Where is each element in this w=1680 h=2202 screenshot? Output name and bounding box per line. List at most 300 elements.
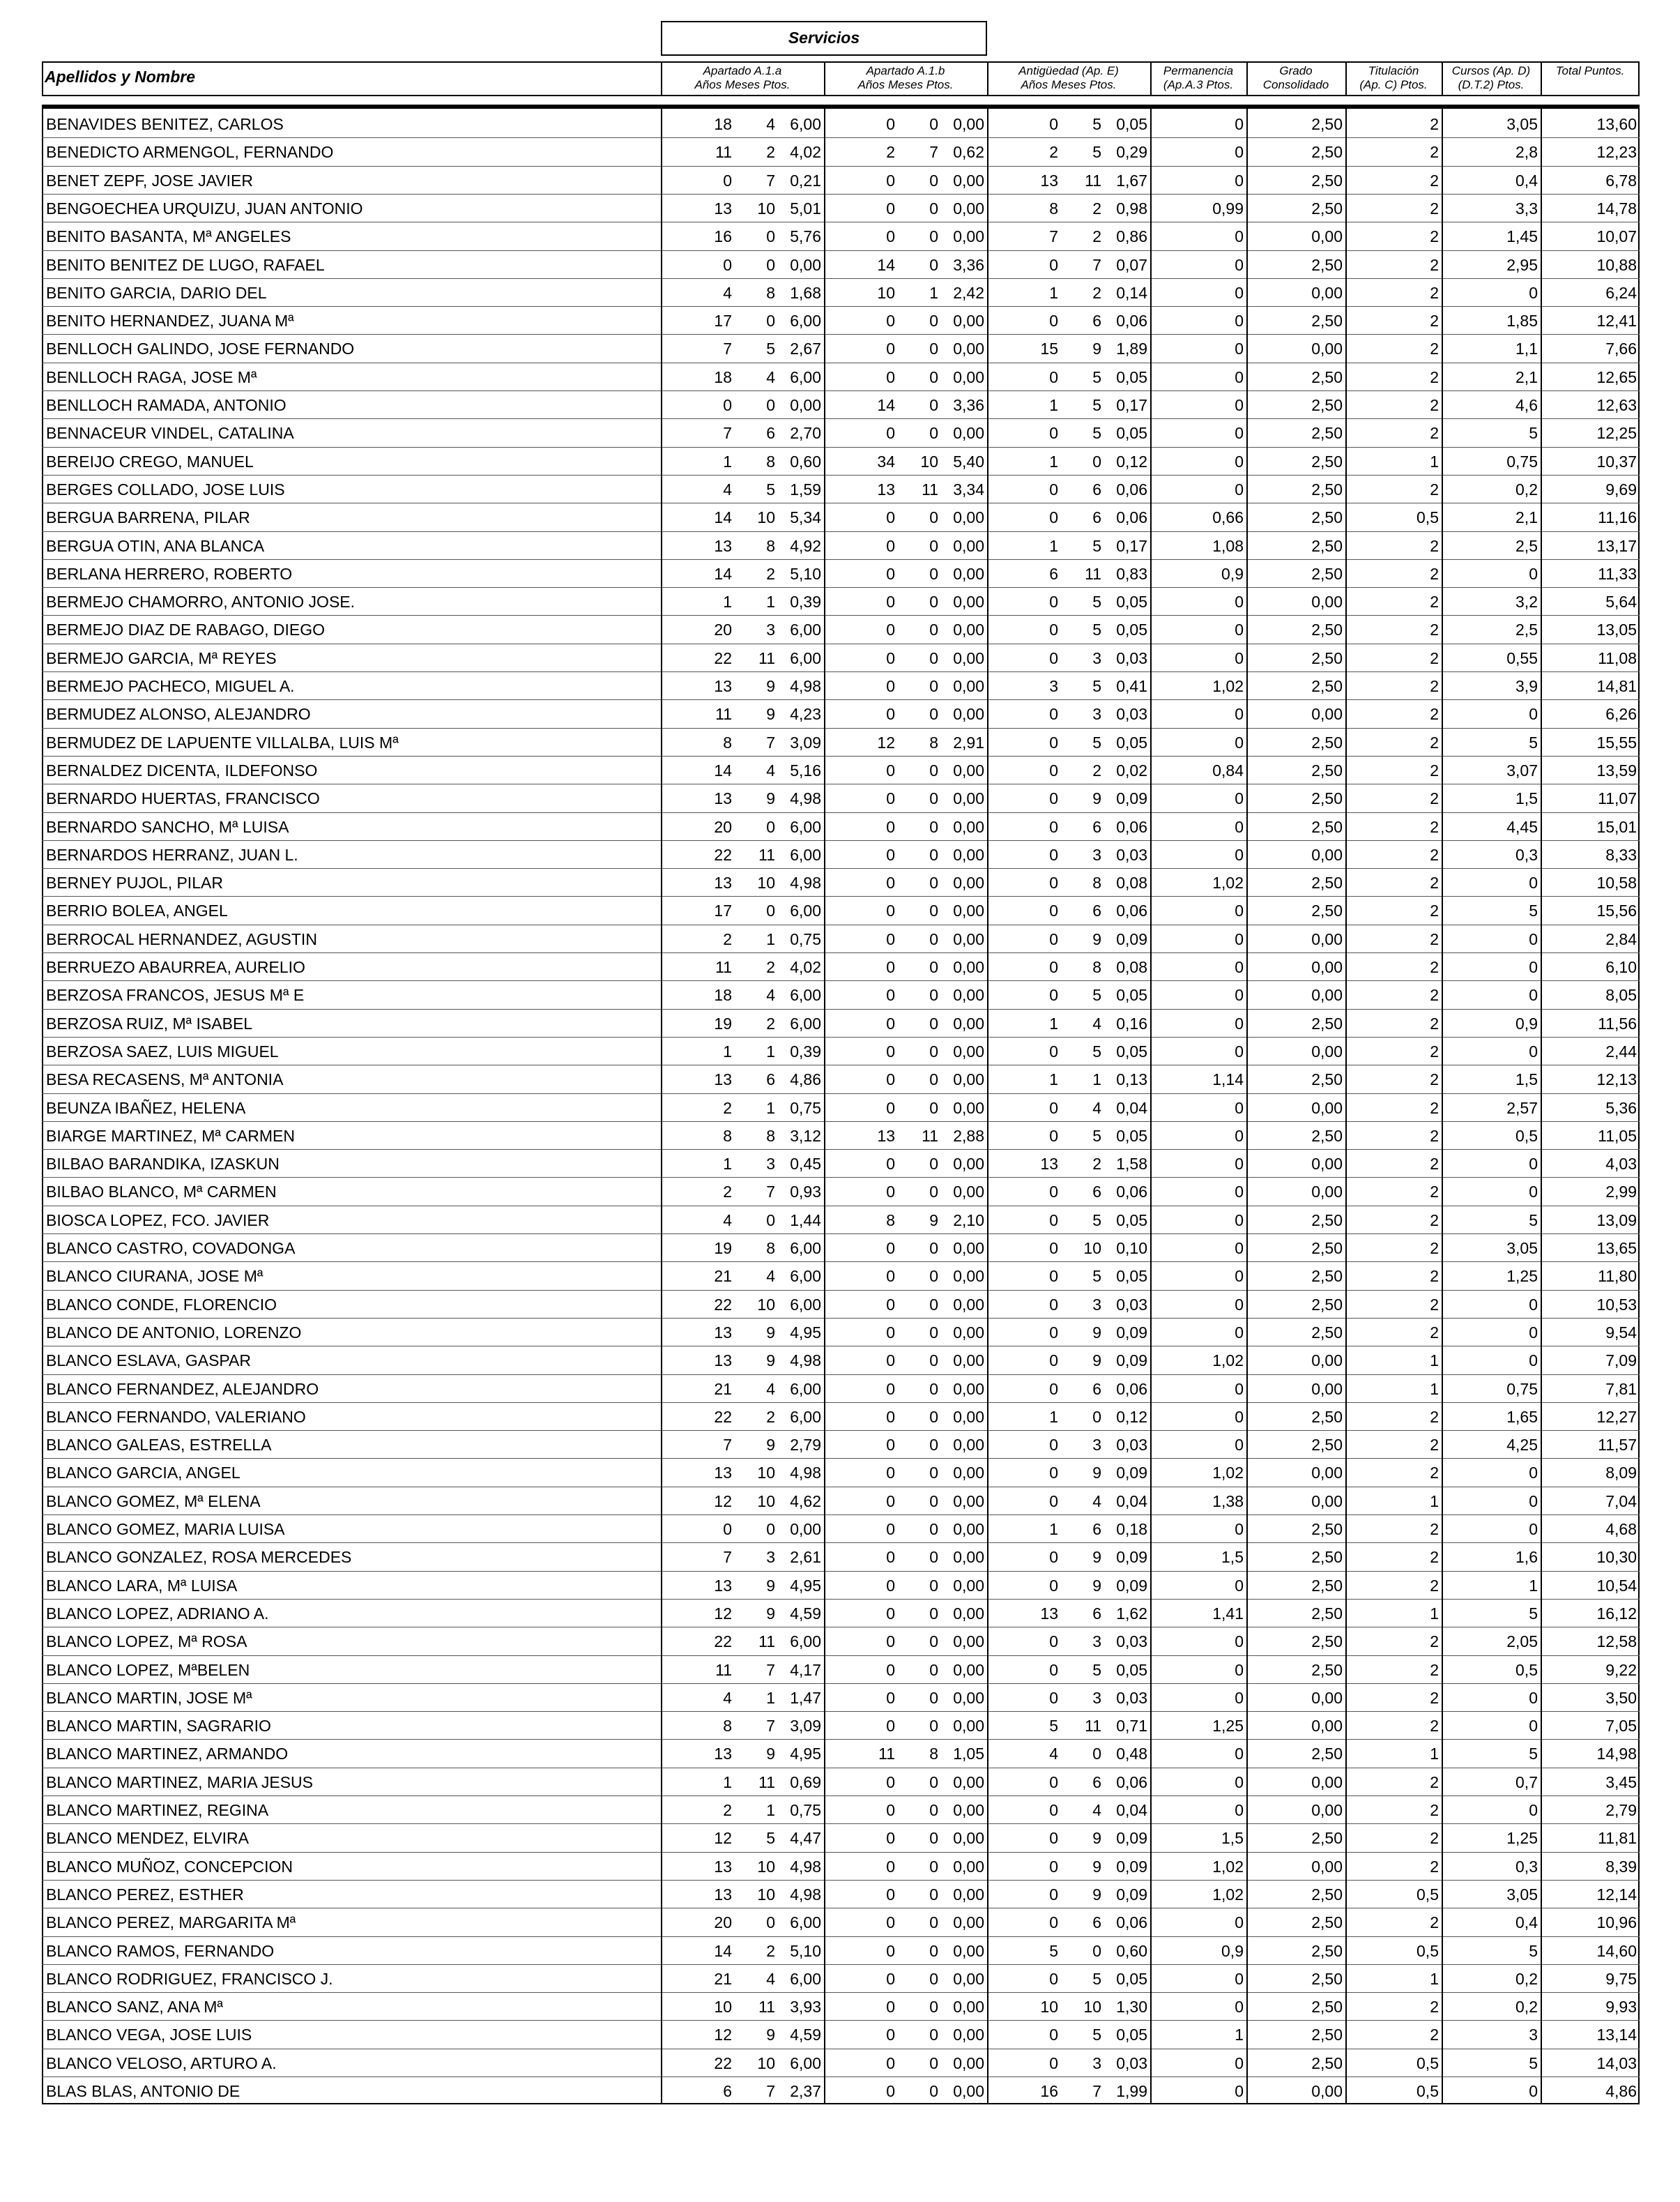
row-value: 1 [723,1772,732,1791]
row-value: 2 [1092,761,1101,780]
row-value: 0 [886,1407,895,1426]
row-value: 14 [714,508,732,527]
row-value: 0,00 [953,817,984,836]
row-value: 0 [1235,480,1244,499]
row-value: 0 [1049,1632,1058,1651]
row-value: 13 [714,1464,732,1482]
row-value: 0 [886,2026,895,2044]
row-value: 0,39 [790,1042,821,1061]
row-value: 11 [715,143,732,162]
row-value: 5 [1529,424,1538,443]
row-value: 0 [886,1604,895,1623]
row-value: 1,45 [1506,227,1538,246]
row-value: 0 [1049,1323,1058,1342]
row-value: 0,00 [1311,283,1343,302]
row-value: 0 [1235,958,1244,976]
row-value: 5 [1092,593,1101,612]
row-value: 12,25 [1596,424,1637,443]
row-value: 2 [1430,902,1439,920]
row-value: 20 [714,621,732,639]
row-value: 0 [886,1801,895,1819]
row-value: 0 [1235,1295,1244,1314]
row-value: 0 [766,817,775,836]
row-value: 0,05 [1116,1126,1147,1145]
row-value: 14 [714,1941,732,1960]
row-value: 2 [1430,1688,1439,1707]
row-value: 0,00 [953,1351,984,1370]
row-value: 1 [1049,283,1058,302]
row-value: 0,05 [1116,424,1147,443]
row-value: 0,09 [1116,929,1147,948]
row-divider [42,896,1640,897]
row-value: 12 [714,2026,732,2044]
row-value: 0 [1049,958,1058,976]
row-value: 0,69 [790,1772,821,1791]
row-value: 0 [929,1351,938,1370]
row-value: 0 [1049,255,1058,274]
row-value: 0 [929,1829,938,1848]
row-value: 0,00 [953,1070,984,1089]
row-value: 0 [886,424,895,443]
column-header-line2: Años Meses Ptos. [694,78,791,91]
row-value: 0 [886,564,895,583]
row-value: 0,00 [1311,1688,1343,1707]
row-value: 2,44 [1605,1042,1637,1061]
row-value: 4,98 [790,874,821,893]
row-value: 1 [1049,1407,1058,1426]
row-value: 0 [1049,1885,1058,1904]
row-value: 2 [1430,958,1439,976]
column-header-line1: Apartado A.1.a [703,64,782,77]
row-value: 0 [886,1632,895,1651]
row-value: 0 [886,789,895,808]
row-value: 22 [714,1407,732,1426]
row-value: 11,08 [1598,648,1637,667]
row-value: 2 [1430,367,1439,386]
row-value: 5 [1529,733,1538,752]
row-value: 2,50 [1311,1070,1343,1089]
row-value: 4,98 [790,1857,821,1876]
row-value: 8 [723,1126,732,1145]
row-value: 17 [714,312,732,331]
row-value: 0,06 [1116,1379,1147,1398]
row-value: 7 [723,340,732,358]
row-name: BERMEJO GARCIA, Mª REYES [46,648,277,667]
row-divider [42,278,1640,279]
row-value: 2,50 [1311,1885,1343,1904]
row-value: 0,06 [1116,508,1147,527]
servicios-group-header [661,21,987,56]
row-name: BERNARDO SANCHO, Mª LUISA [46,817,289,836]
row-value: 6,24 [1605,283,1637,302]
row-value: 4 [766,367,775,386]
row-value: 2,50 [1311,789,1343,808]
row-value: 0 [1092,1407,1101,1426]
row-value: 0 [1235,143,1244,162]
row-value: 0 [1049,1913,1058,1932]
row-value: 0 [1049,648,1058,667]
row-value: 4,98 [790,1464,821,1482]
row-value: 0,00 [1311,929,1343,948]
row-value: 5 [1529,1210,1538,1229]
row-value: 0 [886,1688,895,1707]
row-value: 1 [766,1801,775,1819]
row-value: 0,03 [1116,845,1147,864]
row-value: 0 [929,1407,938,1426]
row-value: 10,07 [1596,227,1637,246]
row-value: 0,21 [790,171,821,190]
row-value: 3,12 [790,1126,821,1145]
row-value: 11 [878,1745,895,1763]
row-value: 0,00 [790,396,821,414]
row-value: 3 [766,1548,775,1567]
row-value: 0 [929,1998,938,2017]
row-name: BENITO GARCIA, DARIO DEL [46,283,267,302]
row-value: 14 [714,564,732,583]
row-value: 0 [929,593,938,612]
row-value: 2,67 [790,340,821,358]
row-value: 2 [1092,227,1101,246]
row-value: 0 [1235,1155,1244,1174]
row-name: BIARGE MARTINEZ, Mª CARMEN [46,1126,295,1145]
row-value: 0 [1235,1576,1244,1595]
row-value: 0,05 [1116,1042,1147,1061]
row-value: 10 [757,199,775,218]
row-value: 9 [766,789,775,808]
row-value: 1,85 [1506,312,1538,331]
row-divider [42,1795,1640,1796]
row-value: 0,06 [1116,1913,1147,1932]
row-value: 3,34 [953,480,984,499]
row-value: 2 [1430,396,1439,414]
row-value: 12,27 [1596,1407,1637,1426]
row-value: 0,62 [953,143,984,162]
row-value: 0 [886,1014,895,1033]
row-value: 2,88 [953,1126,984,1145]
row-value: 0 [886,1436,895,1455]
row-value: 2 [1430,1717,1439,1736]
row-value: 0 [929,1295,938,1314]
row-divider [42,1711,1640,1712]
column-divider [1541,109,1542,2104]
row-value: 0,16 [1116,1014,1147,1033]
row-value: 0,04 [1116,1801,1147,1819]
row-value: 0 [1235,705,1244,724]
row-value: 8 [766,1239,775,1257]
row-value: 0 [1235,1632,1244,1651]
row-value: 0 [766,1913,775,1932]
row-value: 9 [766,705,775,724]
row-value: 9 [766,1604,775,1623]
row-divider [42,1093,1640,1094]
row-value: 2,50 [1311,677,1343,695]
row-value: 9 [1092,1323,1101,1342]
row-value: 0 [929,2053,938,2072]
row-value: 5 [1092,1126,1101,1145]
row-value: 0,00 [953,2053,984,2072]
row-value: 0,09 [1116,1829,1147,1848]
row-value: 0,00 [1311,1491,1343,1510]
row-value: 0,00 [953,1660,984,1679]
row-value: 2 [1430,1183,1439,1201]
row-name: BLANCO MENDEZ, ELVIRA [46,1829,249,1848]
row-value: 0 [929,845,938,864]
row-value: 0,00 [953,761,984,780]
row-value: 5,76 [790,227,821,246]
row-value: 1 [1049,536,1058,555]
row-value: 0,00 [953,508,984,527]
row-value: 0 [1235,789,1244,808]
row-value: 0,04 [1116,1491,1147,1510]
row-value: 0 [1092,1745,1101,1763]
row-value: 13 [714,1857,732,1876]
row-value: 0 [1529,874,1538,893]
row-value: 9 [1092,1829,1101,1848]
row-value: 0 [1235,367,1244,386]
row-value: 7 [1092,255,1101,274]
row-value: 0,00 [953,1801,984,1819]
row-value: 8 [1092,874,1101,893]
row-value: 1,08 [1212,536,1244,555]
row-value: 0 [1235,986,1244,1005]
row-value: 0,00 [1311,1183,1343,1201]
row-value: 1 [1430,1969,1439,1988]
row-value: 1,02 [1212,1857,1244,1876]
row-value: 0,07 [1116,255,1147,274]
row-name: BERMEJO CHAMORRO, ANTONIO JOSE. [46,593,356,612]
row-value: 0 [1235,1801,1244,1819]
row-value: 6,00 [790,1267,821,1286]
row-value: 0 [1049,1183,1058,1201]
row-value: 1,68 [790,283,821,302]
row-value: 0 [1049,874,1058,893]
row-value: 0 [1235,424,1244,443]
row-value: 2 [1092,199,1101,218]
row-value: 0,00 [1311,1098,1343,1117]
row-value: 13,65 [1596,1239,1637,1257]
row-value: 6,00 [790,1295,821,1314]
row-value: 0,00 [953,1969,984,1988]
row-value: 11 [758,1998,775,2017]
row-value: 0 [1049,1267,1058,1286]
row-value: 4,86 [790,1070,821,1089]
row-value: 2,50 [1311,1998,1343,2017]
row-value: 9 [1092,789,1101,808]
row-value: 0,00 [953,1998,984,2017]
row-value: 0 [1049,480,1058,499]
row-value: 0,09 [1116,1857,1147,1876]
row-value: 10 [757,1885,775,1904]
row-value: 4,59 [790,1604,821,1623]
row-value: 9,69 [1605,480,1637,499]
row-value: 9 [766,677,775,695]
row-value: 2,50 [1311,761,1343,780]
row-name: BLANCO GALEAS, ESTRELLA [46,1436,272,1455]
row-value: 6 [1092,508,1101,527]
row-value: 0,75 [790,1098,821,1117]
row-value: 3,07 [1506,761,1538,780]
row-value: 2,50 [1311,171,1343,190]
row-value: 5 [1092,1210,1101,1229]
row-value: 0 [766,255,775,274]
row-value: 8 [929,1745,938,1763]
row-value: 0 [886,902,895,920]
row-value: 9 [766,1436,775,1455]
row-value: 6,00 [790,115,821,133]
row-value: 0,03 [1116,2053,1147,2072]
row-value: 2 [1430,1323,1439,1342]
row-value: 0,00 [953,1491,984,1510]
row-value: 2,50 [1311,1941,1343,1960]
row-value: 4,47 [790,1829,821,1848]
row-value: 4,98 [790,1885,821,1904]
row-value: 11,57 [1598,1436,1637,1455]
row-value: 2,50 [1311,1548,1343,1567]
row-value: 3,36 [953,255,984,274]
row-value: 0 [1049,1688,1058,1707]
row-value: 5 [1092,367,1101,386]
row-value: 14,81 [1596,677,1637,695]
row-divider [42,1009,1640,1010]
row-divider [42,1683,1640,1684]
row-value: 5 [1092,1042,1101,1061]
row-value: 13 [714,1745,732,1763]
row-value: 0,00 [1311,227,1343,246]
row-name: BENITO HERNANDEZ, JUANA Mª [46,312,294,331]
row-value: 0 [1235,2053,1244,2072]
row-value: 0,03 [1116,1632,1147,1651]
row-value: 0 [1235,1042,1244,1061]
row-value: 0 [886,1998,895,2017]
row-value: 10 [877,283,895,302]
row-value: 2 [1430,705,1439,724]
row-value: 4 [723,283,732,302]
row-value: 0,00 [953,1829,984,1848]
row-value: 0,00 [1311,1717,1343,1736]
row-value: 5,36 [1605,1098,1637,1117]
column-divider [1246,109,1248,2104]
row-value: 0,5 [1515,1126,1538,1145]
row-value: 15 [1040,340,1058,358]
row-value: 0 [929,677,938,695]
row-value: 0 [929,1660,938,1679]
row-value: 6,00 [790,621,821,639]
row-value: 4 [1092,1801,1101,1819]
row-value: 2 [1430,1998,1439,2017]
row-value: 6,00 [790,845,821,864]
row-value: 10 [757,2053,775,2072]
row-value: 2 [766,143,775,162]
row-name: BERRIO BOLEA, ANGEL [46,902,228,920]
row-value: 1 [929,283,938,302]
row-value: 11 [1085,171,1101,190]
row-value: 0 [1049,1464,1058,1482]
row-value: 8 [1092,958,1101,976]
row-divider [42,1571,1640,1572]
row-value: 12,65 [1596,367,1637,386]
row-value: 11 [715,1660,732,1679]
row-value: 3 [1049,677,1058,695]
row-value: 0,00 [1311,958,1343,976]
row-value: 0,60 [1116,1941,1147,1960]
row-value: 0,00 [953,593,984,612]
row-value: 13 [714,874,732,893]
row-value: 2,50 [1311,143,1343,162]
row-value: 2 [1430,817,1439,836]
row-value: 0,5 [1416,2053,1439,2072]
row-value: 9,22 [1605,1660,1637,1679]
row-value: 13 [714,789,732,808]
row-value: 0,00 [953,1042,984,1061]
row-value: 0 [1049,367,1058,386]
row-value: 0 [1049,1548,1058,1567]
row-name: BERNEY PUJOL, PILAR [46,874,223,893]
row-value: 9 [1092,1464,1101,1482]
row-value: 7 [723,424,732,443]
row-value: 0 [886,1295,895,1314]
row-value: 0,98 [1116,199,1147,218]
row-value: 1 [1430,1491,1439,1510]
row-value: 0 [886,1941,895,1960]
row-value: 2,50 [1311,2053,1343,2072]
row-value: 13 [714,1576,732,1595]
row-value: 0,00 [953,171,984,190]
row-value: 2,99 [1605,1183,1637,1201]
row-value: 1 [1235,2026,1244,2044]
row-value: 9 [1092,1857,1101,1876]
row-value: 0 [1235,845,1244,864]
row-value: 0,05 [1116,1267,1147,1286]
row-name: BERMEJO DIAZ DE RABAGO, DIEGO [46,621,326,639]
row-value: 1,5 [1221,1548,1244,1567]
row-value: 1,62 [1116,1604,1147,1623]
row-name: BLANCO PEREZ, MARGARITA Mª [46,1913,296,1932]
row-value: 5 [1092,143,1101,162]
row-name: BEREIJO CREGO, MANUEL [46,452,254,471]
row-value: 22 [714,1632,732,1651]
row-value: 0,39 [790,593,821,612]
row-value: 2 [1430,1210,1439,1229]
column-header-2 [824,64,987,92]
column-header-line2: Años Meses Ptos. [1021,78,1117,91]
row-value: 1,1 [1515,340,1538,358]
row-value: 9,93 [1605,1998,1637,2017]
row-value: 1 [1049,452,1058,471]
row-name: BENITO BASANTA, Mª ANGELES [46,227,291,246]
row-name: BLANCO FERNANDEZ, ALEJANDRO [46,1379,319,1398]
row-divider [42,1992,1640,1993]
row-name: BLANCO RAMOS, FERNANDO [46,1941,275,1960]
row-name: BERNARDOS HERRANZ, JUAN L. [46,845,298,864]
row-divider [42,1823,1640,1824]
row-value: 0,00 [953,986,984,1005]
row-value: 13 [1040,1604,1058,1623]
row-value: 0,00 [1311,986,1343,1005]
row-value: 13 [1040,1155,1058,1174]
row-value: 2,5 [1515,536,1538,555]
row-value: 11 [922,1126,938,1145]
row-value: 3 [1092,648,1101,667]
row-value: 10,96 [1596,1913,1637,1932]
row-value: 0 [886,1379,895,1398]
row-value: 0 [886,1183,895,1201]
row-value: 0,00 [790,255,821,274]
row-value: 0 [929,1379,938,1398]
column-header-line1: Total Puntos. [1555,64,1625,77]
row-divider [42,2020,1640,2021]
row-value: 1,14 [1212,1070,1244,1089]
row-value: 0 [723,255,732,274]
